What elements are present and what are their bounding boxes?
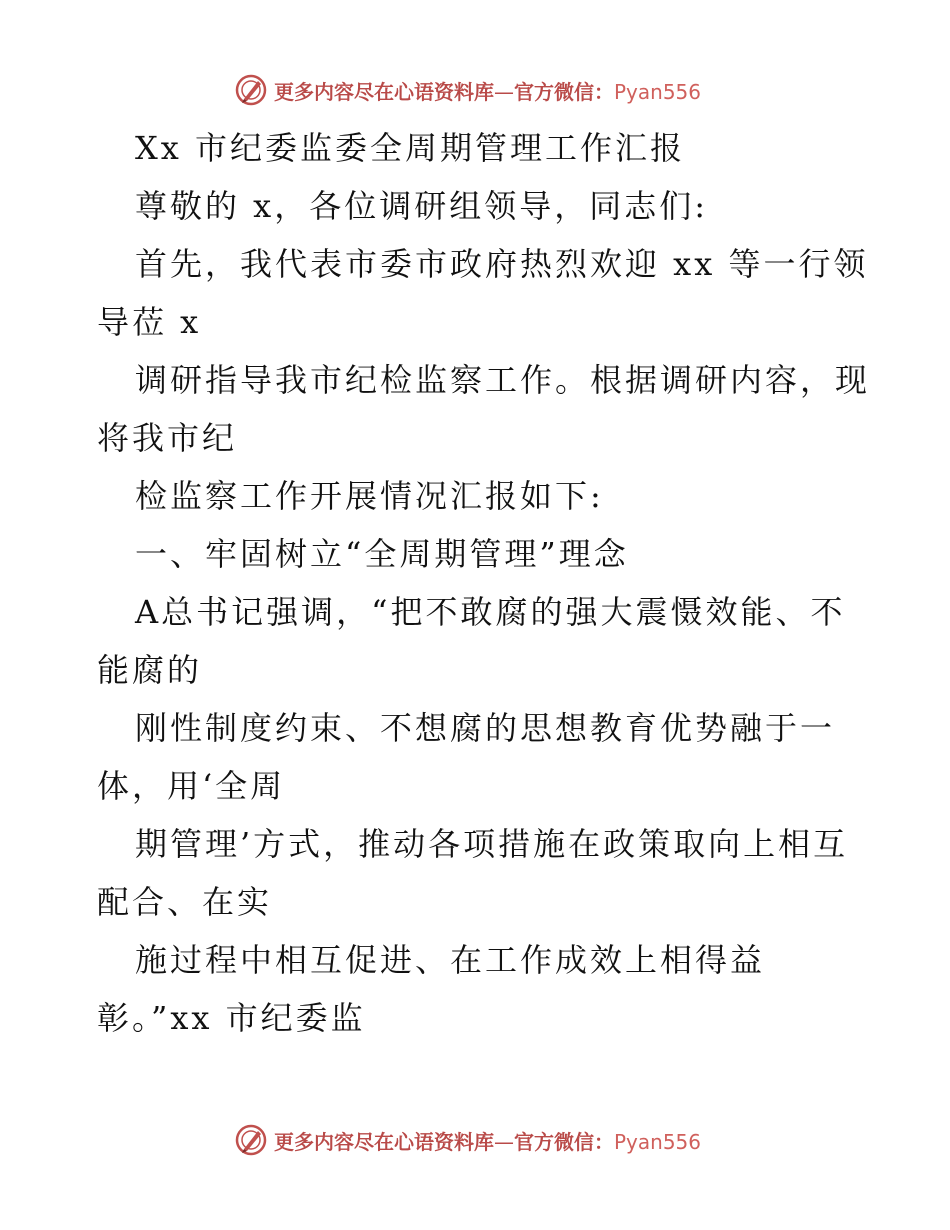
watermark-dash: — [494,79,514,104]
paragraph-line: 调研指导我市纪检监察工作。根据调研内容，现 [135,361,871,399]
watermark-site-name: 更多内容尽在心语资料库 [274,79,494,104]
watermark-wechat-id: Pyan556 [614,1129,702,1154]
paragraph-line: 配合、在实 [97,883,273,921]
paragraph-line: 刚性制度约束、不想腐的思想教育优势融于一 [135,709,836,747]
watermark-wechat-id: Pyan556 [614,79,702,104]
watermark-dash: — [494,1129,514,1154]
watermark-text [274,1126,701,1155]
paragraph-line: A总书记强调，“把不敢腐的强大震慑效能、不 [135,593,846,631]
header-watermark [234,72,701,108]
footer-watermark [234,1122,701,1158]
paragraph-line: 首先，我代表市委市政府热烈欢迎 xx 等一行领 [135,245,869,283]
watermark-wechat-label: 官方微信： [514,1129,614,1154]
watermark-text [274,76,701,105]
section-heading: 一、牢固树立“全周期管理”理念 [135,535,629,573]
pen-circle-logo-icon [234,1123,268,1157]
watermark-site-name: 更多内容尽在心语资料库 [274,1129,494,1154]
paragraph-line: 彰。”xx 市纪委监 [97,999,366,1037]
watermark-wechat-label: 官方微信： [514,79,614,104]
paragraph-line: 施过程中相互促进、在工作成效上相得益 [135,941,766,979]
paragraph-line: 能腐的 [97,651,203,689]
salutation-line: 尊敬的 x，各位调研组领导，同志们: [135,187,709,225]
paragraph-line: 将我市纪 [97,419,238,457]
paragraph-line: 检监察工作开展情况汇报如下: [135,477,604,515]
pen-circle-logo-icon [234,73,268,107]
document-title: Xx 市纪委监委全周期管理工作汇报 [135,129,686,167]
paragraph-line: 期管理’方式，推动各项措施在政策取向上相互 [135,825,849,863]
paragraph-line: 体，用‘全周 [97,767,286,805]
paragraph-line: 导莅 x [97,303,202,341]
